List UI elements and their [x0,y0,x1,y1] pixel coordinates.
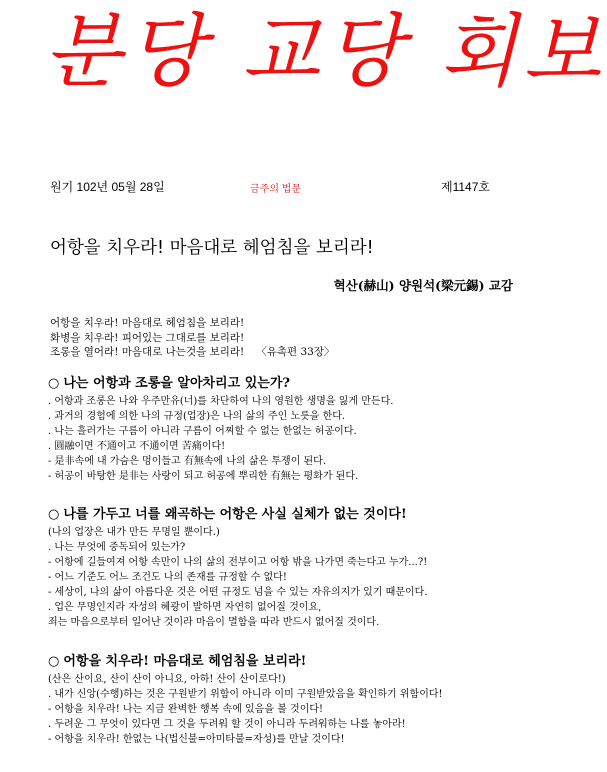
article-section-3 [48,652,518,747]
circle-bullet-icon: ○ [48,654,60,669]
body-line: . 나는 흘러가는 구름이 아니라 구름이 어찌할 수 없는 한없는 허공이다. [48,426,357,437]
section-heading [48,374,518,394]
body-line: . 과거의 경험에 의한 나의 규정(업장)은 나의 삶의 주인 노릇을 한다. [48,411,346,422]
section-label: 금주의 법문 [250,184,302,195]
verse-reference: 〈유촉편 33장〉 [256,346,335,358]
body-line: . 내가 신앙(수행)하는 것은 구원받기 위함이 아니라 이미 구원받았음을 확인하기 위함이다! [48,689,443,700]
issue-date: 원기 102년 05월 28일 [50,180,165,194]
body-line: 죄는 마음으로부터 일어난 것이라 마음이 멸함을 따라 반드시 없어질 것이다. [48,617,380,628]
body-line: . 나는 무엇에 중독되어 있는가? [48,542,186,553]
issue-number: 제1147호 [441,180,490,194]
circle-bullet-icon: ○ [48,507,60,522]
section-heading [48,505,518,525]
body-line: - 어항을 치우라! 나는 지금 완벽한 행복 속에 있음을 볼 것이다! [48,704,324,715]
section-heading-text: 나를 가두고 너를 왜곡하는 어항은 사실 실체가 없는 것이다! [63,507,407,522]
verse-line-text: 조롱을 열어라! 마음대로 나는것을 보리라! [50,346,245,358]
body-line: . 두려운 그 무엇이 있다면 그 것을 두려워 할 것이 아니라 두려워하는 나를 놓아라! [48,719,406,730]
body-line: . 업은 무명인지라 자성의 혜광이 발하면 자연히 없어질 것이요, [48,602,322,613]
article-headline: 어항을 치우라! 마음대로 헤엄침을 보리라! [50,238,374,258]
verse-line: 어항을 치우라! 마음대로 헤엄침을 보리라! [50,317,245,329]
body-line: - 어항에 길들여져 어항 속만이 나의 삶의 전부이고 어항 밖을 나가면 죽는다고 누가...?! [48,557,428,568]
body-line: - 허공이 바탕한 是非는 사랑이 되고 허공에 뿌리한 有無는 평화가 된다. [48,471,359,482]
verse-line [50,345,490,360]
body-line: (나의 업장은 내가 만든 무명일 뿐이다.) [48,527,220,538]
body-line: - 어느 기준도 어느 조건도 나의 존재를 규정할 수 없다! [48,572,287,583]
article-author: 혁산(赫山) 양원석(梁元錫) 교감 [333,278,513,293]
body-line: - 어항을 치우라! 한없는 나(법신불=아미타불=자성)를 만날 것이다! [48,734,345,745]
section-heading [48,652,518,672]
verse-line: 화병을 치우라! 피어있는 그대로를 보리라! [50,331,245,344]
body-line: - 세상이, 나의 삶이 아름다운 것은 어떤 규정도 넘을 수 있는 자유의지가 있기 때문이다. [48,587,428,598]
article-section-2 [48,505,518,630]
section-heading-text: 어항을 치우라! 마음대로 헤엄침을 보리라! [63,654,307,669]
scripture-verse [50,316,490,360]
section-heading-text: 나는 어항과 조롱을 알아차리고 있는가? [63,376,290,391]
body-line: (산은 산이요, 산이 산이 아니요, 아하! 산이 산이로다!) [48,674,286,685]
issue-info [50,178,490,196]
body-line: . 어항과 조롱은 나와 우주만유(너)를 차단하여 나의 영원한 생명을 잃게 만든다. [48,396,394,407]
body-line: . 圓融이면 不通이고 不通이면 苦痛이다! [48,441,226,452]
article-section-1 [48,374,518,484]
newsletter-masthead: 분당 교당 회보 [44,5,607,98]
body-line: - 是非속에 내 가슴은 멍이들고 有無속에 나의 삶은 투쟁이 된다. [48,456,327,467]
circle-bullet-icon: ○ [48,376,60,391]
